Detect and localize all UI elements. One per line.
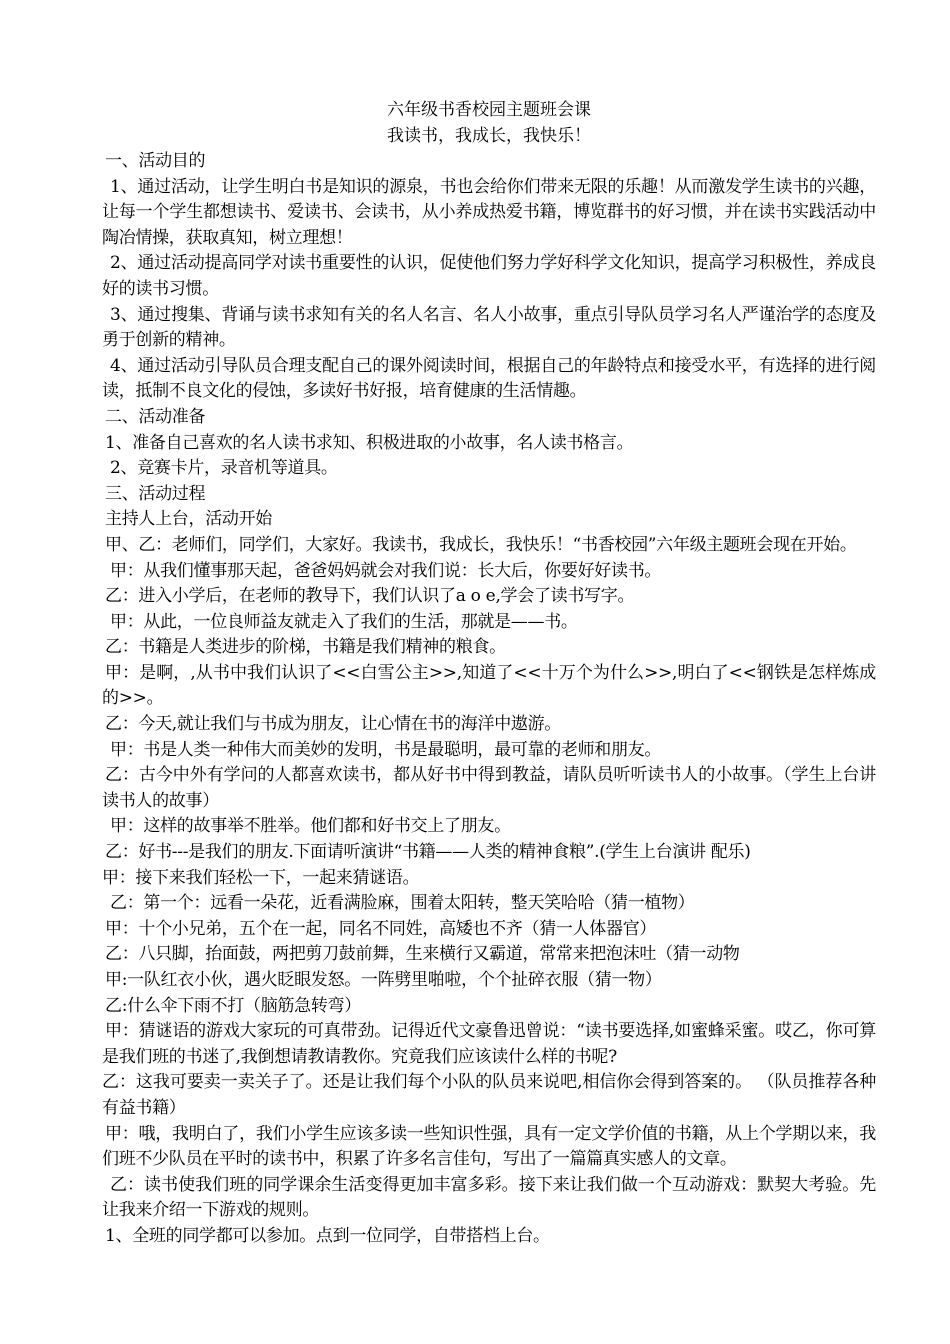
document-paragraph: 三、活动过程 — [105, 483, 206, 504]
document-paragraph: 甲：哦，我明白了，我们小学生应该多读一些知识性强，具有一定文学价值的书籍，从上个学期以来，我们班不少队员在平时的读书中，积累了许多名言佳句，写出了一篇篇真实感人的文章。 — [102, 1123, 876, 1170]
document-paragraph: 甲：接下来我们轻松一下，一起来猜谜语。 — [102, 867, 420, 888]
document-paragraph: 甲:一队红衣小伙，遇火眨眼发怒。一阵劈里啪啦，个个扯碎衣服（猜一物） — [105, 970, 662, 990]
document-paragraph: 甲：十个小兄弟，五个在一起，同名不同姓，高矮也不齐（猜一人体器官） — [105, 918, 657, 939]
document-paragraph: 乙：好书---是我们的朋友.下面请听演讲“书籍——人类的精神食粮”.(学生上台演讲 配乐) — [105, 842, 751, 863]
document-title: 六年级书香校园主题班会课 — [387, 100, 591, 120]
document-paragraph: 乙：八只脚，抬面鼓，两把剪刀鼓前舞，生来横行又霸道，常常来把泡沫吐（猜一动物 — [105, 944, 740, 965]
document-paragraph: 1、通过活动，让学生明白书是知识的源泉，书也会给你们带来无限的乐趣！从而激发学生读书的兴趣，让每一个学生都想读书、爱读书、会读书，从小养成热爱书籍，博览群书的好习惯，并在读书实践活动中陶冶情操，获取真知，树立理想！ — [102, 176, 876, 248]
document-paragraph: 乙：书籍是人类进步的阶梯，书籍是我们精神的粮食。 — [105, 637, 506, 658]
document-paragraph: 乙：进入小学后，在老师的教导下，我们认识了a o e,学会了读书写字。 — [105, 586, 635, 607]
document-paragraph: 乙：第一个：远看一朵花，近看满脸麻，围着太阳转，整天笑哈哈（猜一植物） — [110, 893, 695, 914]
document-paragraph: 甲：书是人类一种伟大而美妙的发明，书是最聪明，最可靠的老师和朋友。 — [110, 739, 662, 760]
document-paragraph: 乙:什么伞下雨不打（脑筋急转弯） — [105, 995, 361, 1016]
document-paragraph: 主持人上台，活动开始 — [105, 509, 272, 530]
document-paragraph: 乙：读书使我们班的同学课余生活变得更加丰富多彩。接下来让我们做一个互动游戏：默契大考验。先让我来介绍一下游戏的规则。 — [102, 1174, 876, 1221]
document-paragraph: 2、通过活动提高同学对读书重要性的认识，促使他们努力学好科学文化知识，提高学习积极性，养成良好的读书习惯。 — [102, 253, 876, 299]
document-paragraph: 1、全班的同学都可以参加。点到一位同学，自带搭档上台。 — [105, 1225, 550, 1246]
document-paragraph: 甲：猜谜语的游戏大家玩的可真带劲。记得近代文豪鲁迅曾说：“读书要选择,如蜜蜂采蜜。哎乙，你可算是我们班的书迷了,我倒想请教请教你。究竟我们应该读什么样的书呢? — [102, 1021, 876, 1067]
document-paragraph: 甲、乙：老师们，同学们，大家好。我读书，我成长，我快乐！“书香校园”六年级主题班会现在开始。 — [105, 534, 857, 555]
document-paragraph: 乙：今天,就让我们与书成为朋友，让心情在书的海洋中遨游。 — [105, 714, 562, 735]
document-body — [102, 149, 876, 1250]
document-paragraph: 1、准备自己喜欢的名人读书求知、积极进取的小故事，名人读书格言。 — [105, 432, 634, 453]
document-paragraph: 乙：古今中外有学问的人都喜欢读书，都从好书中得到教益，请队员听听读书人的小故事。（学生上台讲读书人的故事） — [102, 765, 876, 811]
document-paragraph: 甲：从我们懂事那天起，爸爸妈妈就会对我们说：长大后，你要好好读书。 — [110, 560, 662, 581]
document-paragraph: 4、通过活动引导队员合理支配自己的课外阅读时间，根据自己的年龄特点和接受水平，有选择的进行阅读，抵制不良文化的侵蚀，多读好书好报，培育健康的生活情趣。 — [102, 355, 876, 402]
document-page — [102, 98, 876, 1250]
document-paragraph: 2、竞赛卡片，录音机等道具。 — [110, 458, 338, 479]
document-paragraph: 甲：从此，一位良师益友就走入了我们的生活，那就是——书。 — [110, 611, 578, 632]
document-paragraph: 甲：是啊，,从书中我们认识了<<白雪公主>>,知道了<<十万个为什么>>,明白了<<钢铁是怎样炼成的>>。 — [102, 662, 876, 709]
document-paragraph: 二、活动准备 — [105, 406, 206, 427]
document-paragraph: 甲：这样的故事举不胜举。他们都和好书交上了朋友。 — [110, 816, 511, 837]
document-paragraph: 乙：这我可要卖一卖关子了。还是让我们每个小队的队员来说吧,相信你会得到答案的。 （队员推荐各种有益书籍） — [102, 1072, 876, 1118]
document-paragraph: 3、通过搜集、背诵与读书求知有关的名人名言、名人小故事，重点引导队员学习名人严谨治学的态度及勇于创新的精神。 — [102, 304, 876, 351]
document-subtitle: 我读书，我成长，我快乐！ — [387, 125, 591, 146]
document-paragraph: 一、活动目的 — [105, 151, 206, 171]
